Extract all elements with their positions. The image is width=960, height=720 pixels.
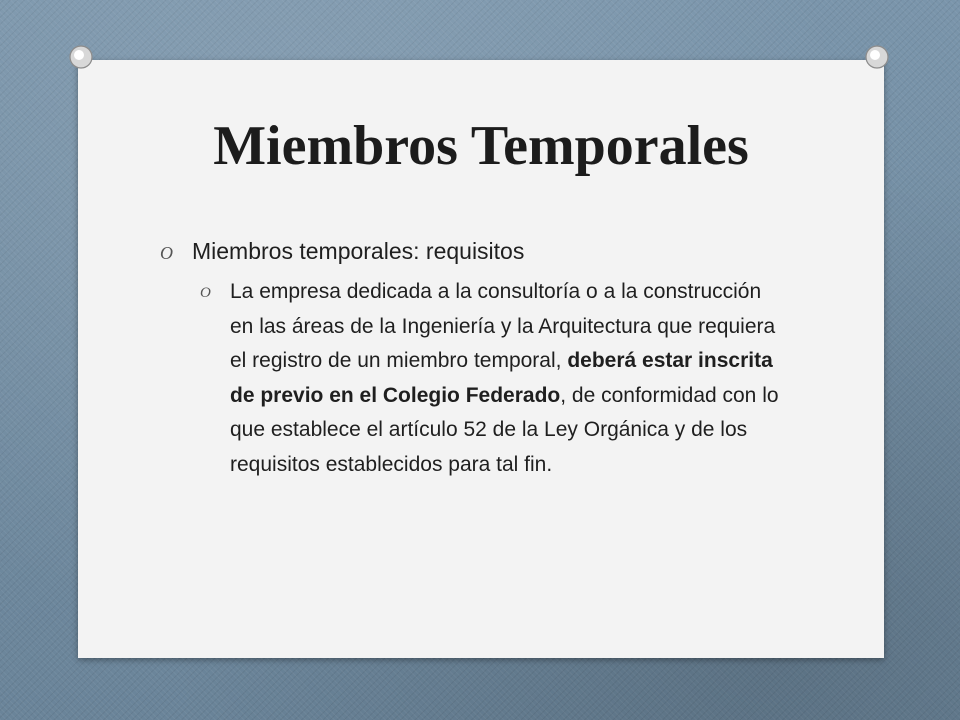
requirement-text-part3: , de conformidad con lo que establece el artículo 52 de la Ley Orgánica y de los requisitos establecidos para tal fin. <box>230 383 779 476</box>
pushpin-left-icon <box>68 44 94 70</box>
bullet-level2 <box>200 275 800 482</box>
bullet-level1-text: Miembros temporales: requisitos <box>192 238 525 264</box>
bullet-o-icon: O <box>160 243 173 263</box>
bullet-o-icon: O <box>200 285 211 301</box>
pushpin-right-icon <box>864 44 890 70</box>
requirement-text-emphasis: deberá estar inscrita de previo en el Colegio Federado <box>230 349 773 407</box>
requirement-text-part1: La empresa dedicada a la consultoría o a la construcción en las áreas de la Ingeniería y la Arquitectura que requiera el registro de un miembro temporal, <box>230 280 776 372</box>
slide-title: Miembros Temporales <box>213 115 749 177</box>
bullet-level2-text <box>230 275 790 482</box>
bullet-level1 <box>160 233 840 269</box>
